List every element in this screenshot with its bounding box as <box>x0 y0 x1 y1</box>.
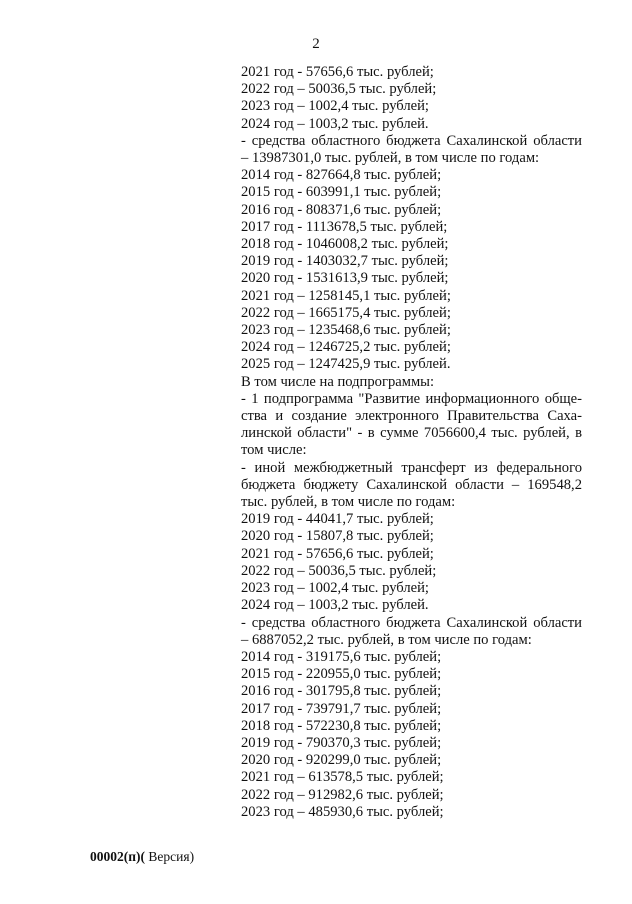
document-body <box>241 64 582 821</box>
text-line: 2022 год – 912982,6 тыс. рублей; <box>241 786 444 803</box>
document-footer <box>90 849 194 865</box>
text-line: 2017 год - 739791,7 тыс. рублей; <box>241 700 442 717</box>
text-line: 2025 год – 1247425,9 тыс. рублей. <box>241 356 451 373</box>
text-line: 2021 год - 57656,6 тыс. рублей; <box>241 64 434 80</box>
text-line: 2024 год – 1246725,2 тыс. рублей; <box>241 339 451 356</box>
text-line: 2023 год – 1235468,6 тыс. рублей; <box>241 322 451 339</box>
text-line: 2017 год - 1113678,5 тыс. рублей; <box>241 218 448 235</box>
footer-code: 00002(п)( <box>90 849 146 864</box>
text-line: 2021 год – 613578,5 тыс. рублей; <box>241 769 444 786</box>
page-number: 2 <box>312 36 320 52</box>
text-line: 2018 год - 572230,8 тыс. рублей; <box>241 717 442 734</box>
text-line: 2023 год – 485930,6 тыс. рублей; <box>241 803 444 820</box>
text-line: 2022 год – 1665175,4 тыс. рублей; <box>241 304 451 321</box>
text-line: 2019 год - 1403032,7 тыс. рублей; <box>241 253 449 270</box>
text-line: тыс. рублей, в том числе по годам: <box>241 494 456 511</box>
text-line: 2022 год – 50036,5 тыс. рублей; <box>241 562 437 579</box>
text-line: 2021 год – 1258145,1 тыс. рублей; <box>241 287 451 304</box>
text-line: линской области" - в сумме 7056600,4 тыс. рублей, в <box>241 425 582 442</box>
text-line: – 6887052,2 тыс. рублей, в том числе по годам: <box>241 631 532 648</box>
text-line: 2020 год - 1531613,9 тыс. рублей; <box>241 270 449 287</box>
text-line: ства и создание электронного Правительства Саха- <box>241 408 582 425</box>
text-line: - средства областного бюджета Сахалинской области <box>241 132 582 149</box>
text-line: 2019 год - 790370,3 тыс. рублей; <box>241 734 442 751</box>
text-line: 2024 год – 1003,2 тыс. рублей. <box>241 115 429 132</box>
text-line: 2023 год – 1002,4 тыс. рублей; <box>241 98 429 115</box>
text-line: бюджета бюджету Сахалинской области – 169548,2 <box>241 476 582 493</box>
text-line: 2015 год - 603991,1 тыс. рублей; <box>241 184 442 201</box>
text-line: 2014 год - 827664,8 тыс. рублей; <box>241 167 442 184</box>
text-line: 2023 год – 1002,4 тыс. рублей; <box>241 580 429 597</box>
text-line: - средства областного бюджета Сахалинской области <box>241 614 582 631</box>
text-line: 2019 год - 44041,7 тыс. рублей; <box>241 511 434 528</box>
text-line: 2016 год - 301795,8 тыс. рублей; <box>241 683 442 700</box>
text-line: 2024 год – 1003,2 тыс. рублей. <box>241 597 429 614</box>
footer-version: Версия) <box>145 849 195 864</box>
text-line: - 1 подпрограмма "Развитие информационного обще- <box>241 390 582 407</box>
text-line: – 13987301,0 тыс. рублей, в том числе по годам: <box>241 150 540 167</box>
text-line: 2016 год - 808371,6 тыс. рублей; <box>241 201 442 218</box>
text-line: 2021 год - 57656,6 тыс. рублей; <box>241 545 434 562</box>
text-line: 2015 год - 220955,0 тыс. рублей; <box>241 666 442 683</box>
text-line: - иной межбюджетный трансферт из федерального <box>241 459 582 476</box>
text-line: 2022 год – 50036,5 тыс. рублей; <box>241 81 437 98</box>
text-line: 2020 год - 920299,0 тыс. рублей; <box>241 752 442 769</box>
text-line: 2014 год - 319175,6 тыс. рублей; <box>241 648 442 665</box>
text-line: 2018 год - 1046008,2 тыс. рублей; <box>241 236 449 253</box>
text-line: 2020 год - 15807,8 тыс. рублей; <box>241 528 434 545</box>
text-line: В том числе на подпрограммы: <box>241 373 435 390</box>
text-line: том числе: <box>241 442 307 459</box>
